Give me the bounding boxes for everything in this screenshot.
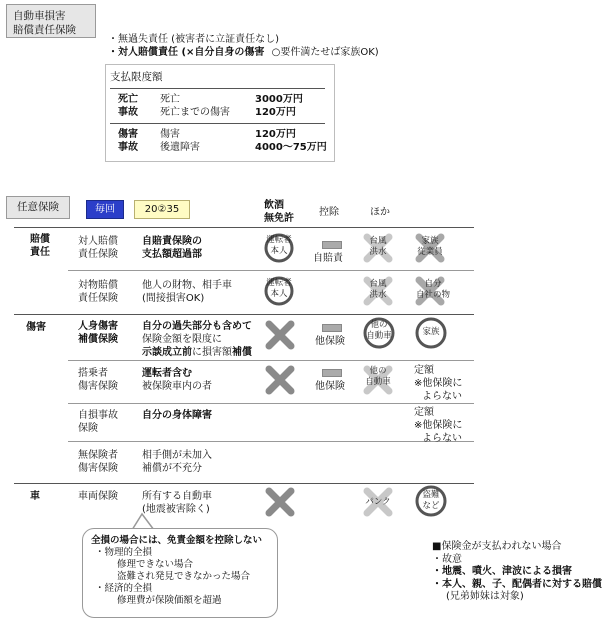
every-time-tag: 毎回 [86, 200, 124, 219]
extra-label-a: 定額 [414, 365, 434, 376]
row-desc-a: 他人の財物、相手車 [142, 280, 232, 291]
row-name-b: 補償保険 [78, 334, 118, 345]
callout-line3: 盗難され発見できなかった場合 [117, 571, 251, 582]
cross-icon [264, 319, 296, 351]
other-label-b: 自動車 [365, 377, 391, 387]
row-name-b: 責任保険 [78, 249, 118, 260]
injury-item-1: 後遺障害 [160, 142, 200, 153]
cat-car: 車 [30, 491, 40, 502]
divider [68, 441, 474, 442]
extra-label-c: よらない [422, 391, 462, 402]
divider [14, 314, 474, 315]
extra-label-a: 自分 [424, 279, 442, 289]
bullet-bodily-liability-bold: ・対人賠償責任 (×自分自身の傷害 [108, 47, 265, 58]
row-name-a: 車両保険 [78, 491, 118, 502]
row-desc-c [142, 346, 252, 359]
row-desc-b: (間接損害OK) [142, 293, 205, 304]
row-desc-b: 被保険車内の者 [142, 381, 212, 392]
col-drunk: 飲酒 [264, 200, 284, 211]
row-name-a: 対物賠償 [78, 280, 118, 291]
minus-deduct-icon [322, 324, 342, 332]
drunk-label-a: 運転者 [266, 235, 292, 245]
row-name-a: 無保険者 [78, 450, 118, 461]
drunk-label-b: 本人 [270, 289, 288, 299]
other-label-b: 自動車 [366, 331, 392, 341]
not-paid-item: ・地震、噴火、津波による損害 [432, 566, 572, 577]
other-label-a: 他の [369, 366, 387, 376]
row-name-a: 搭乗者 [78, 368, 108, 379]
bullet-bodily-liability-rest: ○要件満たせば家族OK) [271, 47, 379, 58]
col-unlicensed: 無免許 [264, 213, 294, 224]
row-name-b: 傷害保険 [78, 463, 118, 474]
divider [14, 483, 474, 484]
other-label-a: 台風 [369, 236, 387, 246]
extra-label-b: 従業員 [417, 247, 443, 257]
row-desc-a: 運転者含む [142, 368, 192, 379]
row-desc-a: 所有する自動車 [142, 491, 212, 502]
death-amount-0: 3000万円 [255, 94, 303, 105]
years-tag: 20②35 [134, 200, 190, 219]
row-desc-c-rest: に損害額 [192, 347, 232, 358]
row-name-a: 対人賠償 [78, 236, 118, 247]
col-other: ほか [370, 207, 390, 218]
total-loss-callout [82, 528, 278, 618]
injury-label-a: 傷害 [118, 129, 138, 140]
row-name-a: 自損事故 [78, 410, 118, 421]
row-name-b: 傷害保険 [78, 381, 118, 392]
divider [14, 227, 474, 228]
not-paid-item: ・本人、親、子、配偶者に対する賠償 [432, 578, 602, 590]
row-desc-c-bold: 示談成立前 [142, 347, 192, 358]
minus-deduct-icon [322, 241, 342, 249]
cat-liability-a: 賠償 [30, 234, 50, 245]
death-label-b: 事故 [118, 107, 138, 118]
other-label-b: 洪水 [369, 247, 387, 257]
death-item-0: 死亡 [160, 94, 180, 105]
minus-deduct-icon [322, 369, 342, 377]
compulsory-title-line2: 賠償責任保険 [13, 24, 76, 36]
callout-line5: 修理費が保険価額を超過 [117, 595, 222, 606]
callout-line1: ・物理的全損 [95, 547, 153, 558]
row-name-b: 保険 [78, 423, 98, 434]
bullet-no-fault: ・無過失責任 (被害者に立証責任なし) [108, 34, 279, 45]
callout-line2: 修理できない場合 [117, 559, 194, 570]
injury-amount-1: 4000～75万円 [255, 142, 327, 153]
col-deduct: 控除 [319, 207, 339, 218]
cross-icon [264, 486, 296, 518]
deduct-label: 自賠責 [313, 253, 343, 264]
divider [68, 403, 474, 404]
deduct-label: 他保険 [315, 336, 345, 347]
row-desc-b: 支払額超過部 [142, 249, 202, 260]
not-paid-note: (兄弟姉妹は対象) [446, 591, 524, 602]
drunk-label-b: 本人 [270, 246, 288, 256]
extra-label-a: 盗難 [422, 490, 440, 500]
row-name-a: 人身傷害 [78, 321, 118, 332]
row-desc-c-bold2: 補償 [232, 347, 252, 358]
other-label-a: パンク [365, 497, 391, 507]
extra-label-b: ※他保険に [414, 378, 463, 389]
extra-label-a: 家族 [422, 327, 440, 337]
death-item-1: 死亡までの傷害 [160, 107, 230, 118]
extra-label-a: 定額 [414, 407, 434, 418]
extra-label-a: 家族 [421, 236, 439, 246]
cross-icon [264, 364, 296, 396]
compulsory-title-line1: 自動車損害 [13, 10, 66, 22]
not-paid-section [432, 541, 602, 604]
not-paid-item: ・故意 [432, 553, 462, 565]
injury-amount-0: 120万円 [255, 129, 296, 140]
callout-title: 全損の場合には、免責金額を控除しない [91, 535, 263, 546]
row-desc-a: 自分の身体障害 [142, 410, 212, 421]
divider [110, 123, 325, 124]
injury-item-0: 傷害 [160, 129, 180, 140]
voluntary-label-box: 任意保険 [6, 196, 70, 219]
row-desc-a: 自賠責保険の [142, 236, 202, 247]
extra-label-b: ※他保険に [414, 420, 463, 431]
injury-label-b: 事故 [118, 142, 138, 153]
death-amount-1: 120万円 [255, 107, 296, 118]
row-desc-b: 保険金額を限度に [142, 334, 222, 345]
other-label-b: 洪水 [369, 290, 387, 300]
deduct-label: 他保険 [315, 381, 345, 392]
not-paid-title: ■保険金が支払われない場合 [432, 541, 562, 552]
cat-liability-b: 責任 [30, 247, 50, 258]
row-desc-a: 自分の過失部分も含めて [142, 321, 252, 332]
drunk-label-a: 運転者 [266, 278, 292, 288]
row-desc-b: 補償が不充分 [142, 463, 202, 474]
limit-title: 支払限度額 [110, 71, 163, 83]
compulsory-title-box [6, 4, 96, 38]
row-desc-a: 相手側が未加入 [142, 450, 212, 461]
death-label-a: 死亡 [118, 94, 138, 105]
callout-line4: ・経済的全損 [95, 583, 153, 594]
extra-label-b: 自社の物 [415, 290, 450, 300]
bullet-bodily-liability [108, 46, 379, 59]
extra-label-b: など [422, 501, 440, 511]
divider [68, 360, 474, 361]
divider [68, 270, 474, 271]
cat-injury: 傷害 [26, 322, 46, 333]
row-name-b: 責任保険 [78, 293, 118, 304]
extra-label-c: よらない [422, 433, 462, 444]
row-desc-b: (地震被害除く) [142, 504, 210, 515]
other-label-a: 他の [370, 320, 388, 330]
other-label-a: 台風 [369, 279, 387, 289]
divider [110, 88, 325, 89]
